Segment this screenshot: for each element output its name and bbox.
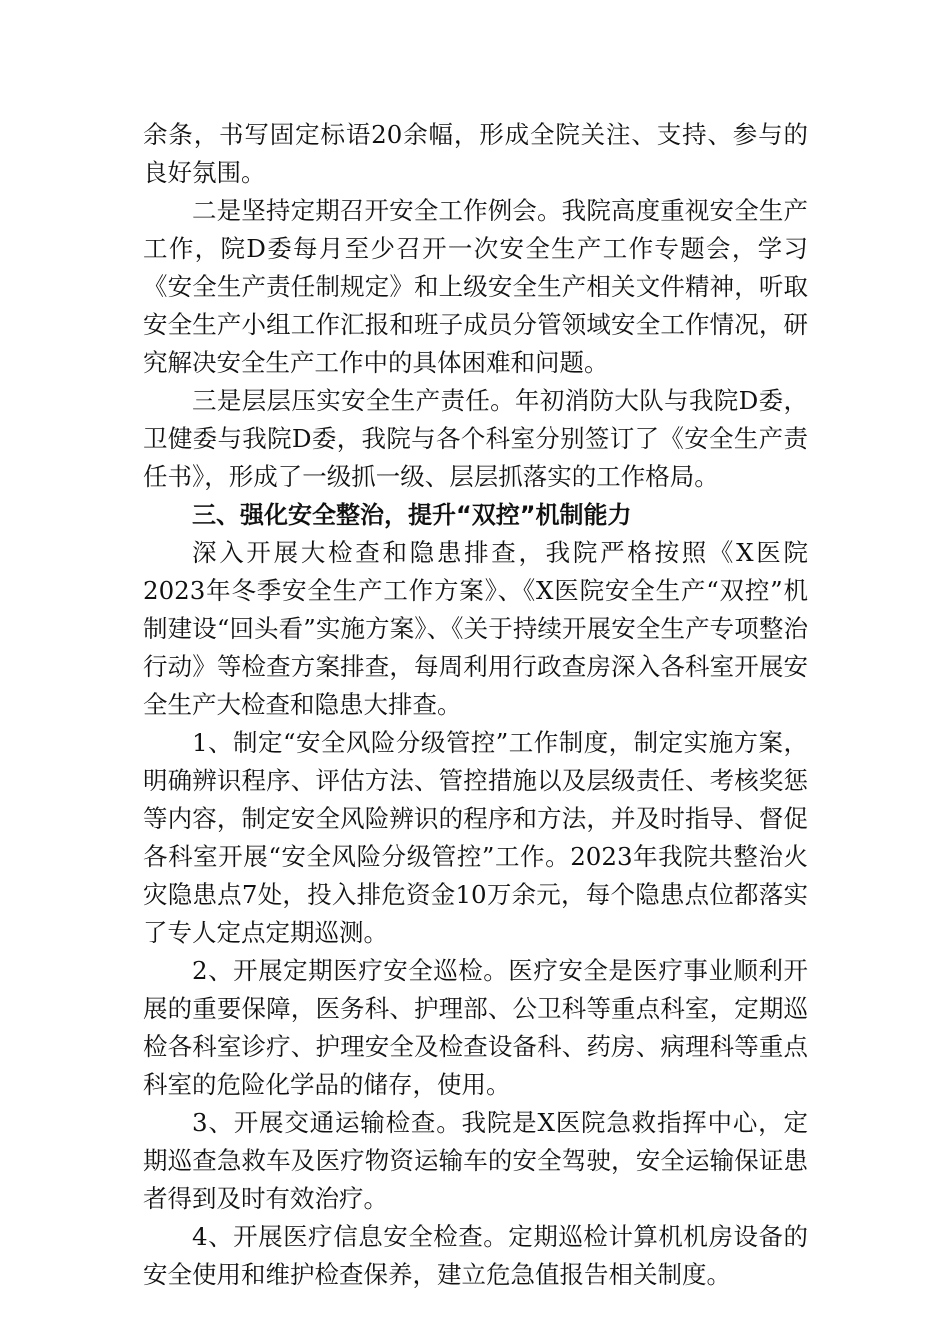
paragraph-regular-meetings: 二是坚持定期召开安全工作例会。我院高度重视安全生产工作，院D委每月至少召开一次安全生产工作专题会，学习《安全生产责任制规定》和上级安全生产相关文件精神，听取安全生产小组工作汇报和班子成员分管领域安全工作情况，研究解决安全生产工作中的具体困难和问题。 (143, 196, 808, 377)
list-item-2: 2、开展定期医疗安全巡检。医疗安全是医疗事业顺利开展的重要保障，医务科、护理部、公卫科等重点科室，定期巡检各科室诊疗、护理安全及检查设备科、药房、病理科等重点科室的危险化学品的储存，使用。 (143, 956, 808, 1099)
list-item-4: 4、开展医疗信息安全检查。定期巡检计算机机房设备的安全使用和维护检查保养，建立危急值报告相关制度。 (143, 1222, 808, 1289)
list-item-3: 3、开展交通运输检查。我院是X医院急救指挥中心，定期巡查急救车及医疗物资运输车的安全驾驶，安全运输保证患者得到及时有效治疗。 (143, 1108, 808, 1213)
document-body (143, 116, 808, 1294)
section-heading-3: 三、强化安全整治，提升“双控”机制能力 (192, 501, 632, 529)
paragraph-inspection: 深入开展大检查和隐患排查，我院严格按照《X医院2023年冬季安全生产工作方案》、《X医院安全生产“双控”机制建设“回头看”实施方案》、《关于持续开展安全生产专项整治行动》等检查方案排查，每周利用行政查房深入各科室开展安全生产大检查和隐患大排查。 (143, 538, 808, 719)
paragraph-responsibility: 三是层层压实安全生产责任。年初消防大队与我院D委，卫健委与我院D委，我院与各个科室分别签订了《安全生产责任书》，形成了一级抓一级、层层抓落实的工作格局。 (143, 386, 808, 491)
list-item-1: 1、制定“安全风险分级管控”工作制度，制定实施方案，明确辨识程序、评估方法、管控措施以及层级责任、考核奖惩等内容，制定安全风险辨识的程序和方法，并及时指导、督促各科室开展“安全风险分级管控”工作。2023年我院共整治火灾隐患点7处，投入排危资金10万余元，每个隐患点位都落实了专人定点定期巡测。 (143, 728, 808, 947)
paragraph-continuation: 余条，书写固定标语20余幅，形成全院关注、支持、参与的良好氛围。 (143, 120, 808, 187)
